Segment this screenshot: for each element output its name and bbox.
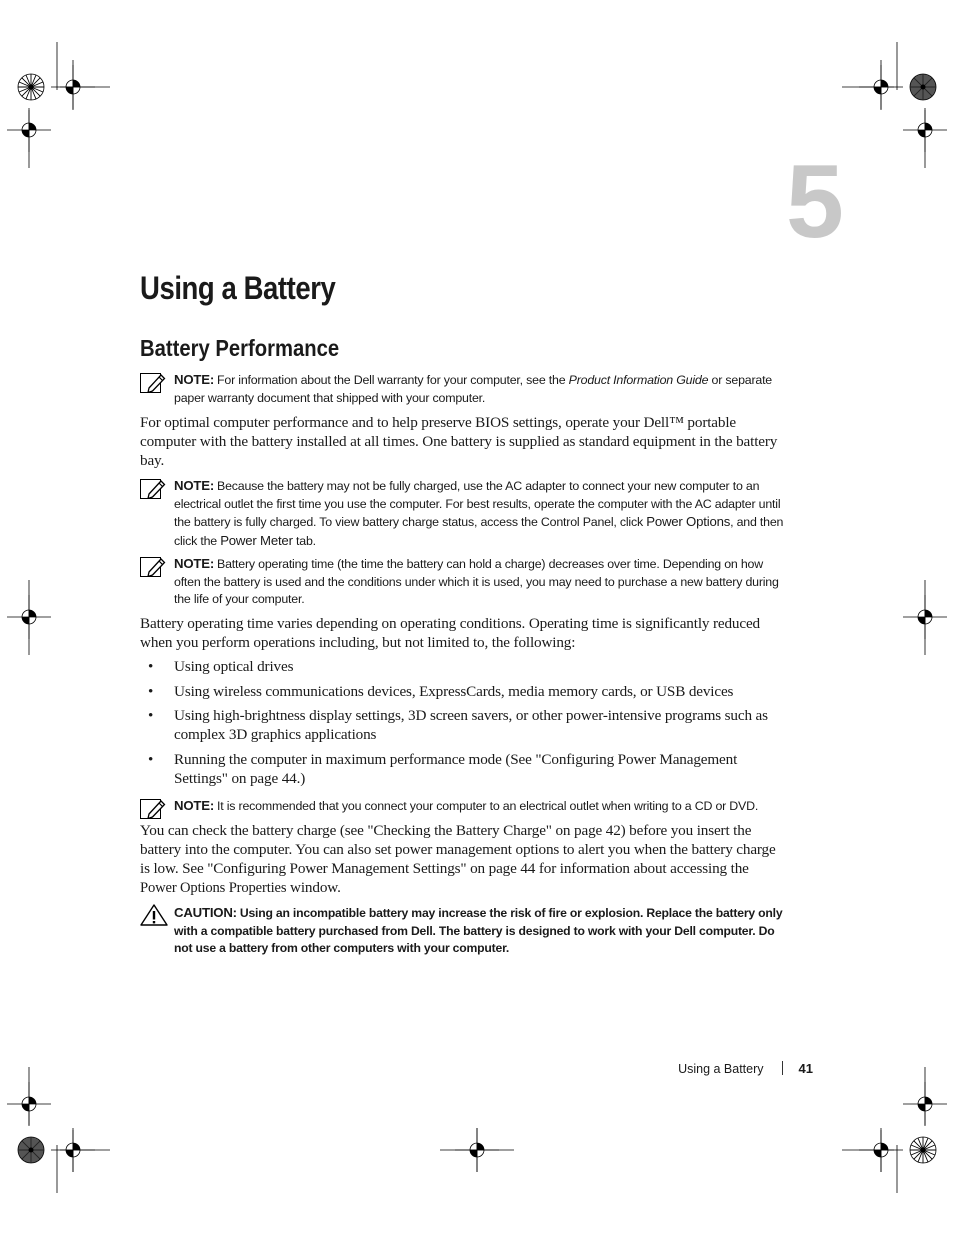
pencil-note-icon [140, 555, 166, 577]
note-operating-time: NOTE: Battery operating time (the time the battery can hold a charge) decreases over time. Depending on how often the battery is used and the conditions under which it is used, you may need to purchase a new battery during the life of your computer. [140, 555, 786, 609]
note-label: NOTE: [174, 556, 215, 571]
list-item: • Using optical drives [148, 658, 294, 675]
note-label: NOTE: [174, 798, 215, 813]
note-label: NOTE: [174, 372, 215, 387]
note-cd-dvd: NOTE: It is recommended that you connect your computer to an electrical outlet when writing to a CD or DVD. [140, 797, 786, 816]
pencil-note-icon [140, 797, 166, 819]
note-first-charge: NOTE: Because the battery may not be fully charged, use the AC adapter to connect your new computer to an electrical outlet the first time you use the computer. For best results, operate the computer with the AC adapter until the battery is fully charged. To view battery charge status, access the Control Panel, click Power Options, and then click the Power Meter tab. [140, 477, 786, 550]
page-footer [620, 1060, 813, 1078]
note-label: NOTE: [174, 478, 215, 493]
power-meter-ui-term: Power Meter [220, 532, 293, 548]
list-item: • Using wireless communications devices, ExpressCards, media memory cards, or USB devices [148, 682, 734, 700]
chapter-number: 5 [786, 144, 844, 260]
power-options-properties-ui-term: Power Options Properties [140, 880, 287, 896]
product-information-guide: Product Information Guide [568, 373, 709, 387]
list-item: • Running the computer in maximum performance mode (See "Configuring Power Management Settings" on page 44.) [148, 750, 738, 787]
pencil-note-icon [140, 371, 166, 393]
note-warranty: NOTE: For information about the Dell warranty for your computer, see the Product Information Guide or separate paper warranty document that shipped with your computer. [140, 371, 786, 407]
section-heading: Battery Performance [140, 335, 340, 361]
list-item: • Using high-brightness display settings, 3D screen savers, or other power-intensive programs such as complex 3D graphics applications [148, 707, 768, 743]
page-title: Using a Battery [140, 270, 336, 306]
paragraph-optimal-performance: For optimal computer performance and to help preserve BIOS settings, operate your Dell™ portable computer with the battery installed at all times. One battery is supplied as standard equipment in the battery bay. [140, 414, 778, 469]
caution-block: CAUTION: Using an incompatible battery may increase the risk of fire or explosion. Replace the battery only with a compatible battery purchased from Dell. The battery is designed to work with your Dell computer. Do not use a battery from other computers with your computer. [140, 904, 786, 958]
power-options-ui-term: Power Options [646, 514, 731, 530]
page-number: 41 [798, 1061, 813, 1076]
caution-triangle-icon [140, 904, 168, 926]
caution-label: CAUTION: [174, 905, 237, 920]
paragraph-operating-conditions: Battery operating time varies depending on operating conditions. Operating time is significantly reduced when you perform operations including, but not limited to, the following: [140, 615, 760, 651]
bullet-list [140, 657, 786, 793]
paragraph-check-charge: You can check the battery charge (see "Checking the Battery Charge" on page 42) before you insert the battery into the computer. You can also set power management options to alert you when the battery charge is low. See "Configuring Power Management Settings" on page 44 for information about accessing the Power Options Properties window. [140, 822, 776, 896]
footer-divider [782, 1061, 783, 1075]
pencil-note-icon [140, 477, 166, 499]
running-head: Using a Battery [678, 1062, 764, 1076]
